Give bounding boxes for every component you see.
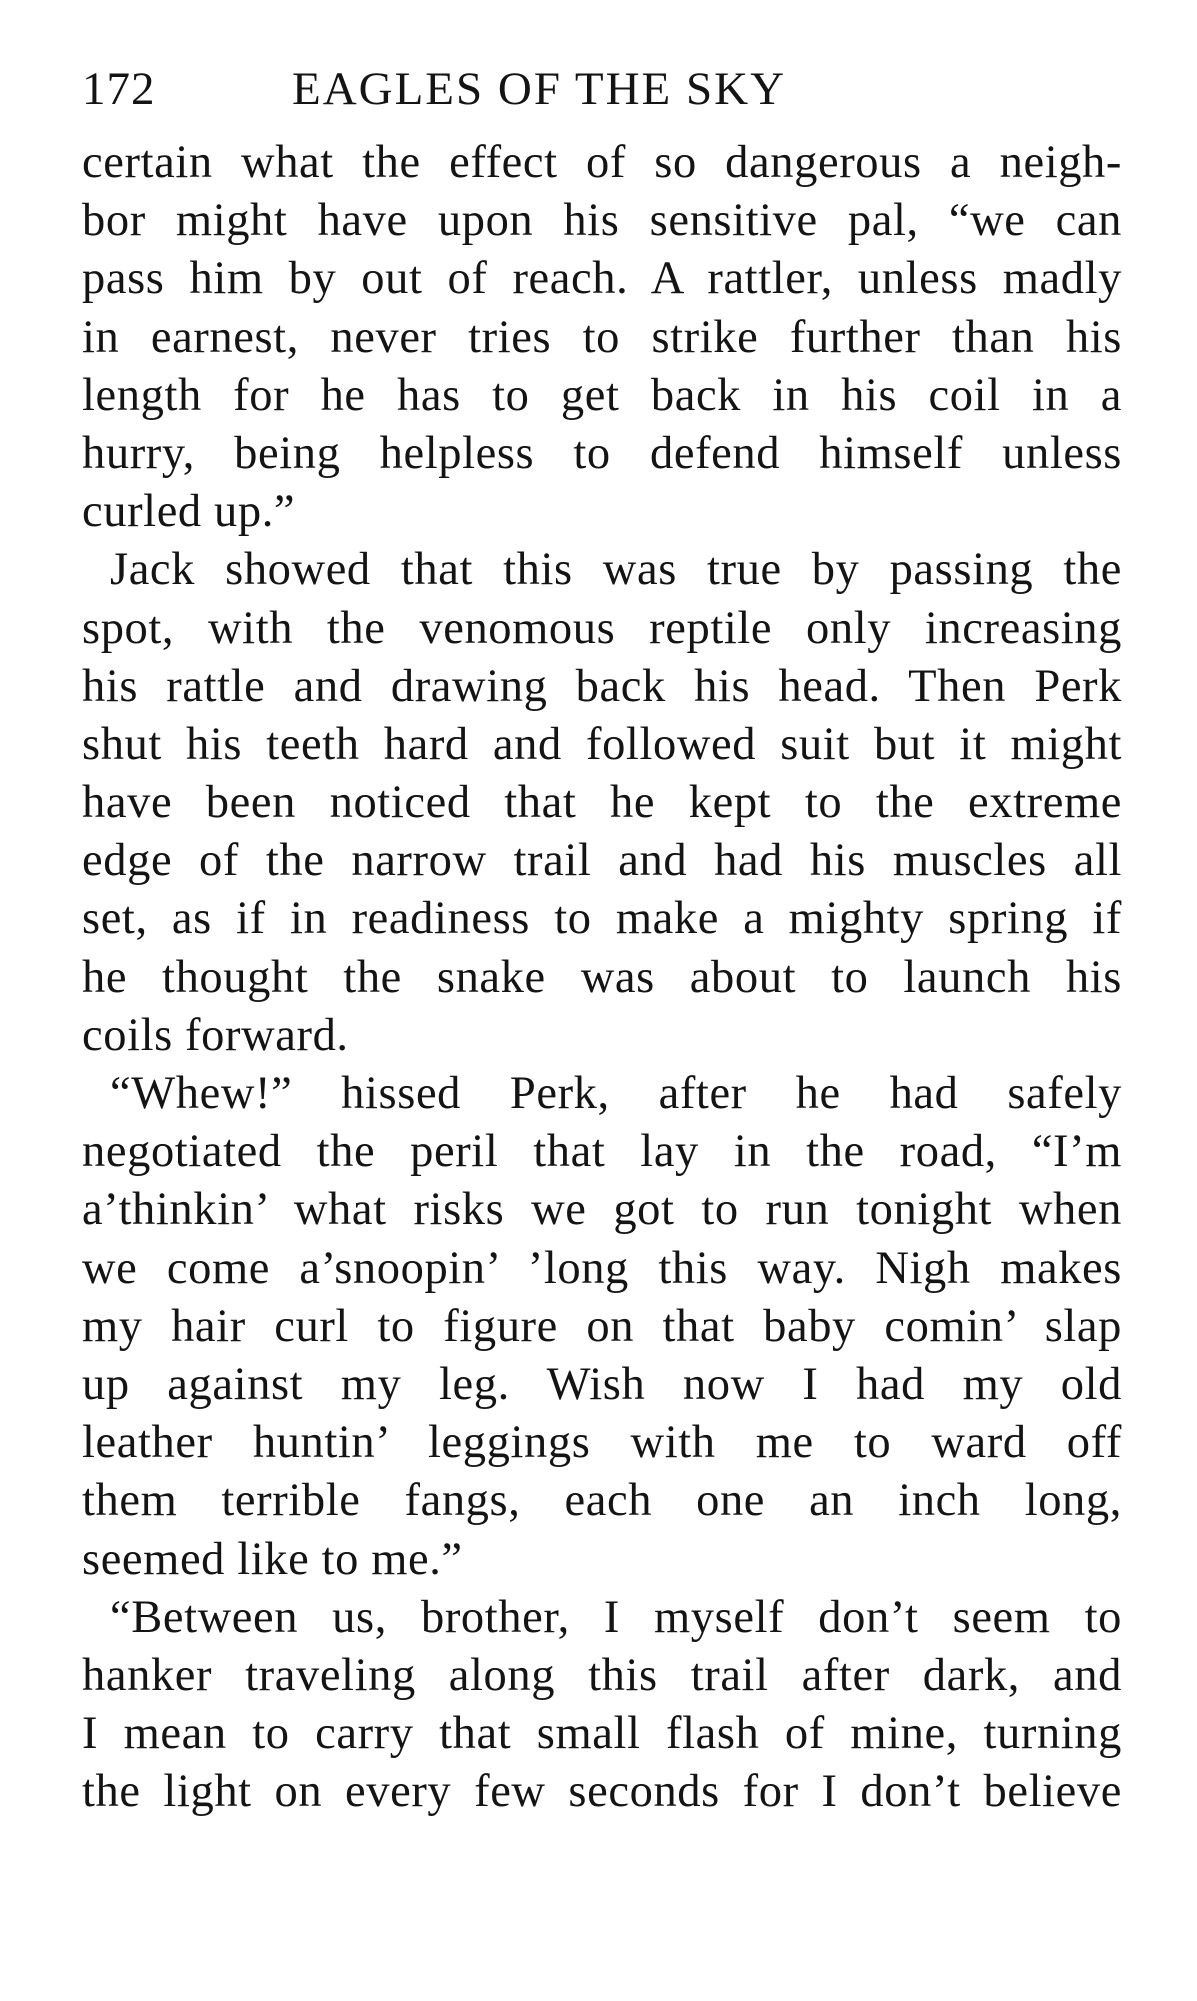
text-line: I mean to carry that small flash of mine, turning bbox=[82, 1708, 1122, 1760]
text-line: negotiated the peril that lay in the road, “I’m bbox=[82, 1126, 1122, 1178]
text-line: he thought the snake was about to launch his bbox=[82, 951, 1122, 1003]
text-line: in earnest, never tries to strike further than his bbox=[82, 311, 1122, 363]
text-line: have been noticed that he kept to the extreme bbox=[82, 777, 1122, 829]
text-line: the light on every few seconds for I don’t believe bbox=[82, 1766, 1122, 1818]
text-line: spot, with the venomous reptile only increasing bbox=[82, 602, 1122, 654]
text-line: seemed like to me.” bbox=[82, 1533, 463, 1585]
text-line: bor might have upon his sensitive pal, “we can bbox=[82, 195, 1122, 247]
paragraph-start-line: Jack showed that this was true by passing the bbox=[110, 544, 1122, 596]
paragraph-start-line: “Between us, brother, I myself don’t seem to bbox=[110, 1591, 1122, 1643]
text-line: them terrible fangs, each one an inch long, bbox=[82, 1475, 1122, 1527]
text-line: hanker traveling along this trail after dark, and bbox=[82, 1649, 1122, 1701]
text-line: hurry, being helpless to defend himself unless bbox=[82, 427, 1122, 479]
text-line: leather huntin’ leggings with me to ward off bbox=[82, 1417, 1122, 1469]
text-line: pass him by out of reach. A rattler, unless madly bbox=[82, 253, 1122, 305]
text-line: set, as if in readiness to make a mighty spring if bbox=[82, 893, 1122, 945]
text-line: my hair curl to figure on that baby comin’ slap bbox=[82, 1300, 1122, 1352]
text-line: length for he has to get back in his coil in a bbox=[82, 369, 1122, 421]
text-line: shut his teeth hard and followed suit but it might bbox=[82, 718, 1122, 770]
book-page bbox=[82, 62, 1122, 1821]
text-line: certain what the effect of so dangerous a neigh- bbox=[82, 137, 1122, 188]
text-line: up against my leg. Wish now I had my old bbox=[82, 1358, 1122, 1410]
running-title: EAGLES OF THE SKY bbox=[292, 63, 787, 115]
paragraph-start-line: “Whew!” hissed Perk, after he had safely bbox=[110, 1068, 1122, 1119]
page-header bbox=[82, 62, 1122, 132]
text-line: a’thinkin’ what risks we got to run tonight when bbox=[82, 1184, 1122, 1236]
text-line: coils forward. bbox=[82, 1009, 349, 1061]
text-line: edge of the narrow trail and had his muscles all bbox=[82, 835, 1122, 887]
text-line: his rattle and drawing back his head. Then Perk bbox=[82, 660, 1122, 712]
text-line: curled up.” bbox=[82, 486, 296, 538]
text-line: we come a’snoopin’ ’long this way. Nigh makes bbox=[82, 1242, 1122, 1294]
page-number: 172 bbox=[82, 63, 156, 115]
body-text bbox=[82, 134, 1122, 1821]
